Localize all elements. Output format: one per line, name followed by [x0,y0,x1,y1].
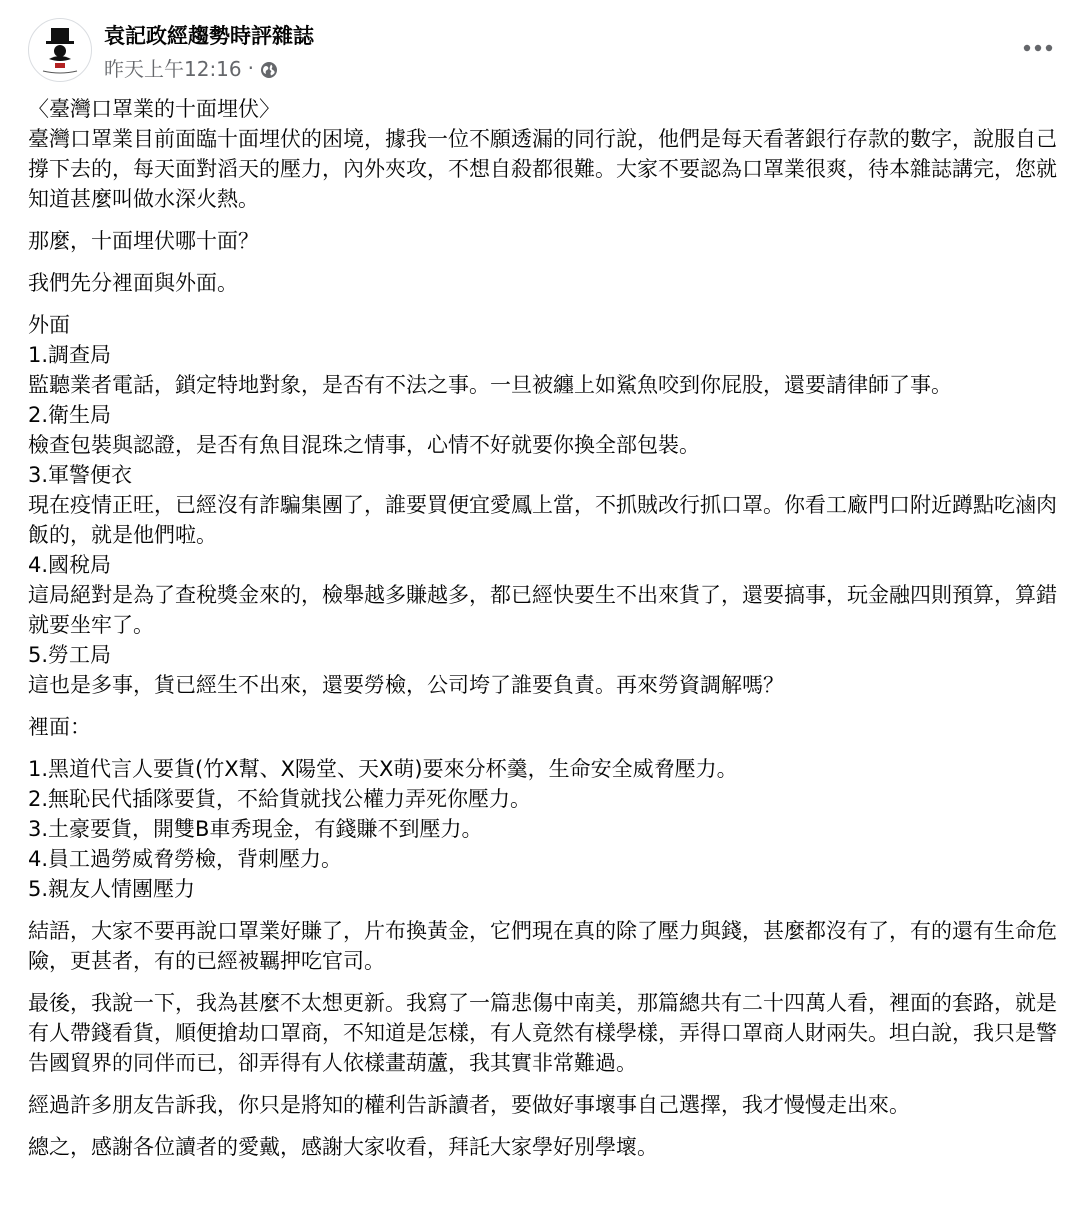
post-paragraph [28,916,1060,976]
post-line: 總之，感謝各位讀者的愛戴，感謝大家收看，拜託大家學好別學壞。 [28,1135,658,1159]
post-line: 5.勞工局 [28,643,112,667]
post-line: 2.無恥民代插隊要貨，不給貨就找公權力弄死你壓力。 [28,787,532,811]
post-line: 4.員工過勞威脅勞檢，背刺壓力。 [28,847,343,871]
post-line: 1.調查局 [28,343,112,367]
post-paragraph [28,1132,1060,1162]
top-hat-logo-icon [29,19,91,81]
post-line: 外面 [28,313,70,337]
post-line: 經過許多朋友告訴我，你只是將知的權利告訴讀者，要做好事壞事自己選擇，我才慢慢走出來。 [28,1093,910,1117]
meta-separator: · [247,55,254,80]
post-paragraph [28,94,1060,214]
post-line: 3.軍警便衣 [28,463,133,487]
post-paragraph [28,310,1060,700]
post-meta [104,53,278,82]
post-line: 那麼，十面埋伏哪十面？ [28,229,259,253]
more-options-button[interactable] [1020,30,1056,66]
post-paragraph [28,754,1060,904]
post-line: 5.親友人情團壓力 [28,877,196,901]
post-timestamp[interactable]: 昨天上午12:16 [104,57,242,81]
post-line: 1.黑道代言人要貨(竹X幫、X陽堂、天X萌)要來分杯羹，生命安全威脅壓力。 [28,757,738,781]
more-options-icon [1023,44,1053,52]
post-line: 〈臺灣口罩業的十面埋伏〉 [28,97,280,121]
post-paragraph [28,712,1060,742]
page-name[interactable]: 袁記政經趨勢時評雜誌 [104,24,314,48]
post-line: 結語，大家不要再說口罩業好賺了，片布換黃金，它們現在真的除了壓力與錢，甚麼都沒有了，有的還有生命危險，更甚者，有的已經被羈押吃官司。 [28,919,1057,973]
post-line: 現在疫情正旺，已經沒有詐騙集團了，誰要買便宜愛鳳上當，不抓賊改行抓口罩。你看工廠門口附近蹲點吃滷肉飯的，就是他們啦。 [28,493,1057,547]
post-line: 2.衛生局 [28,403,112,427]
post-paragraph [28,988,1060,1078]
post-line: 這局絕對是為了查稅獎金來的，檢舉越多賺越多，都已經快要生不出來貨了，還要搞事，玩金融四則預算，算錯就要坐牢了。 [28,583,1057,637]
post-text [28,94,1060,1174]
post-line: 檢查包裝與認證，是否有魚目混珠之情事，心情不好就要你換全部包裝。 [28,433,700,457]
globe-icon[interactable] [260,60,278,78]
post-line: 臺灣口罩業目前面臨十面埋伏的困境，據我一位不願透漏的同行說，他們是每天看著銀行存款的數字，說服自己撐下去的，每天面對滔天的壓力，內外夾攻，不想自殺都很難。大家不要認為口罩業很爽，待本雜誌講完，您就知道甚麼叫做水深火熱。 [28,127,1057,211]
post-line: 監聽業者電話，鎖定特地對象，是否有不法之事。一旦被纏上如鯊魚咬到你屁股，還要請律師了事。 [28,373,952,397]
post-line: 3.土豪要貨，開雙B車秀現金，有錢賺不到壓力。 [28,817,483,841]
post-paragraph [28,226,1060,256]
post-line: 4.國稅局 [28,553,112,577]
post-paragraph [28,1090,1060,1120]
post-line: 這也是多事，貨已經生不出來，還要勞檢，公司垮了誰要負責。再來勞資調解嗎？ [28,673,784,697]
post-line: 我們先分裡面與外面。 [28,271,238,295]
post-paragraph [28,268,1060,298]
post-line: 最後，我說一下，我為甚麼不太想更新。我寫了一篇悲傷中南美，那篇總共有二十四萬人看，裡面的套路，就是有人帶錢看貨，順便搶劫口罩商，不知道是怎樣，有人竟然有樣學樣，弄得口罩商人財兩失。坦白說，我只是警告國貿界的同伴而已，卻弄得有人依樣畫葫蘆，我其實非常難過。 [28,991,1057,1075]
post-header [0,0,1084,96]
page-avatar[interactable] [28,18,92,82]
post-line: 裡面： [28,715,91,739]
